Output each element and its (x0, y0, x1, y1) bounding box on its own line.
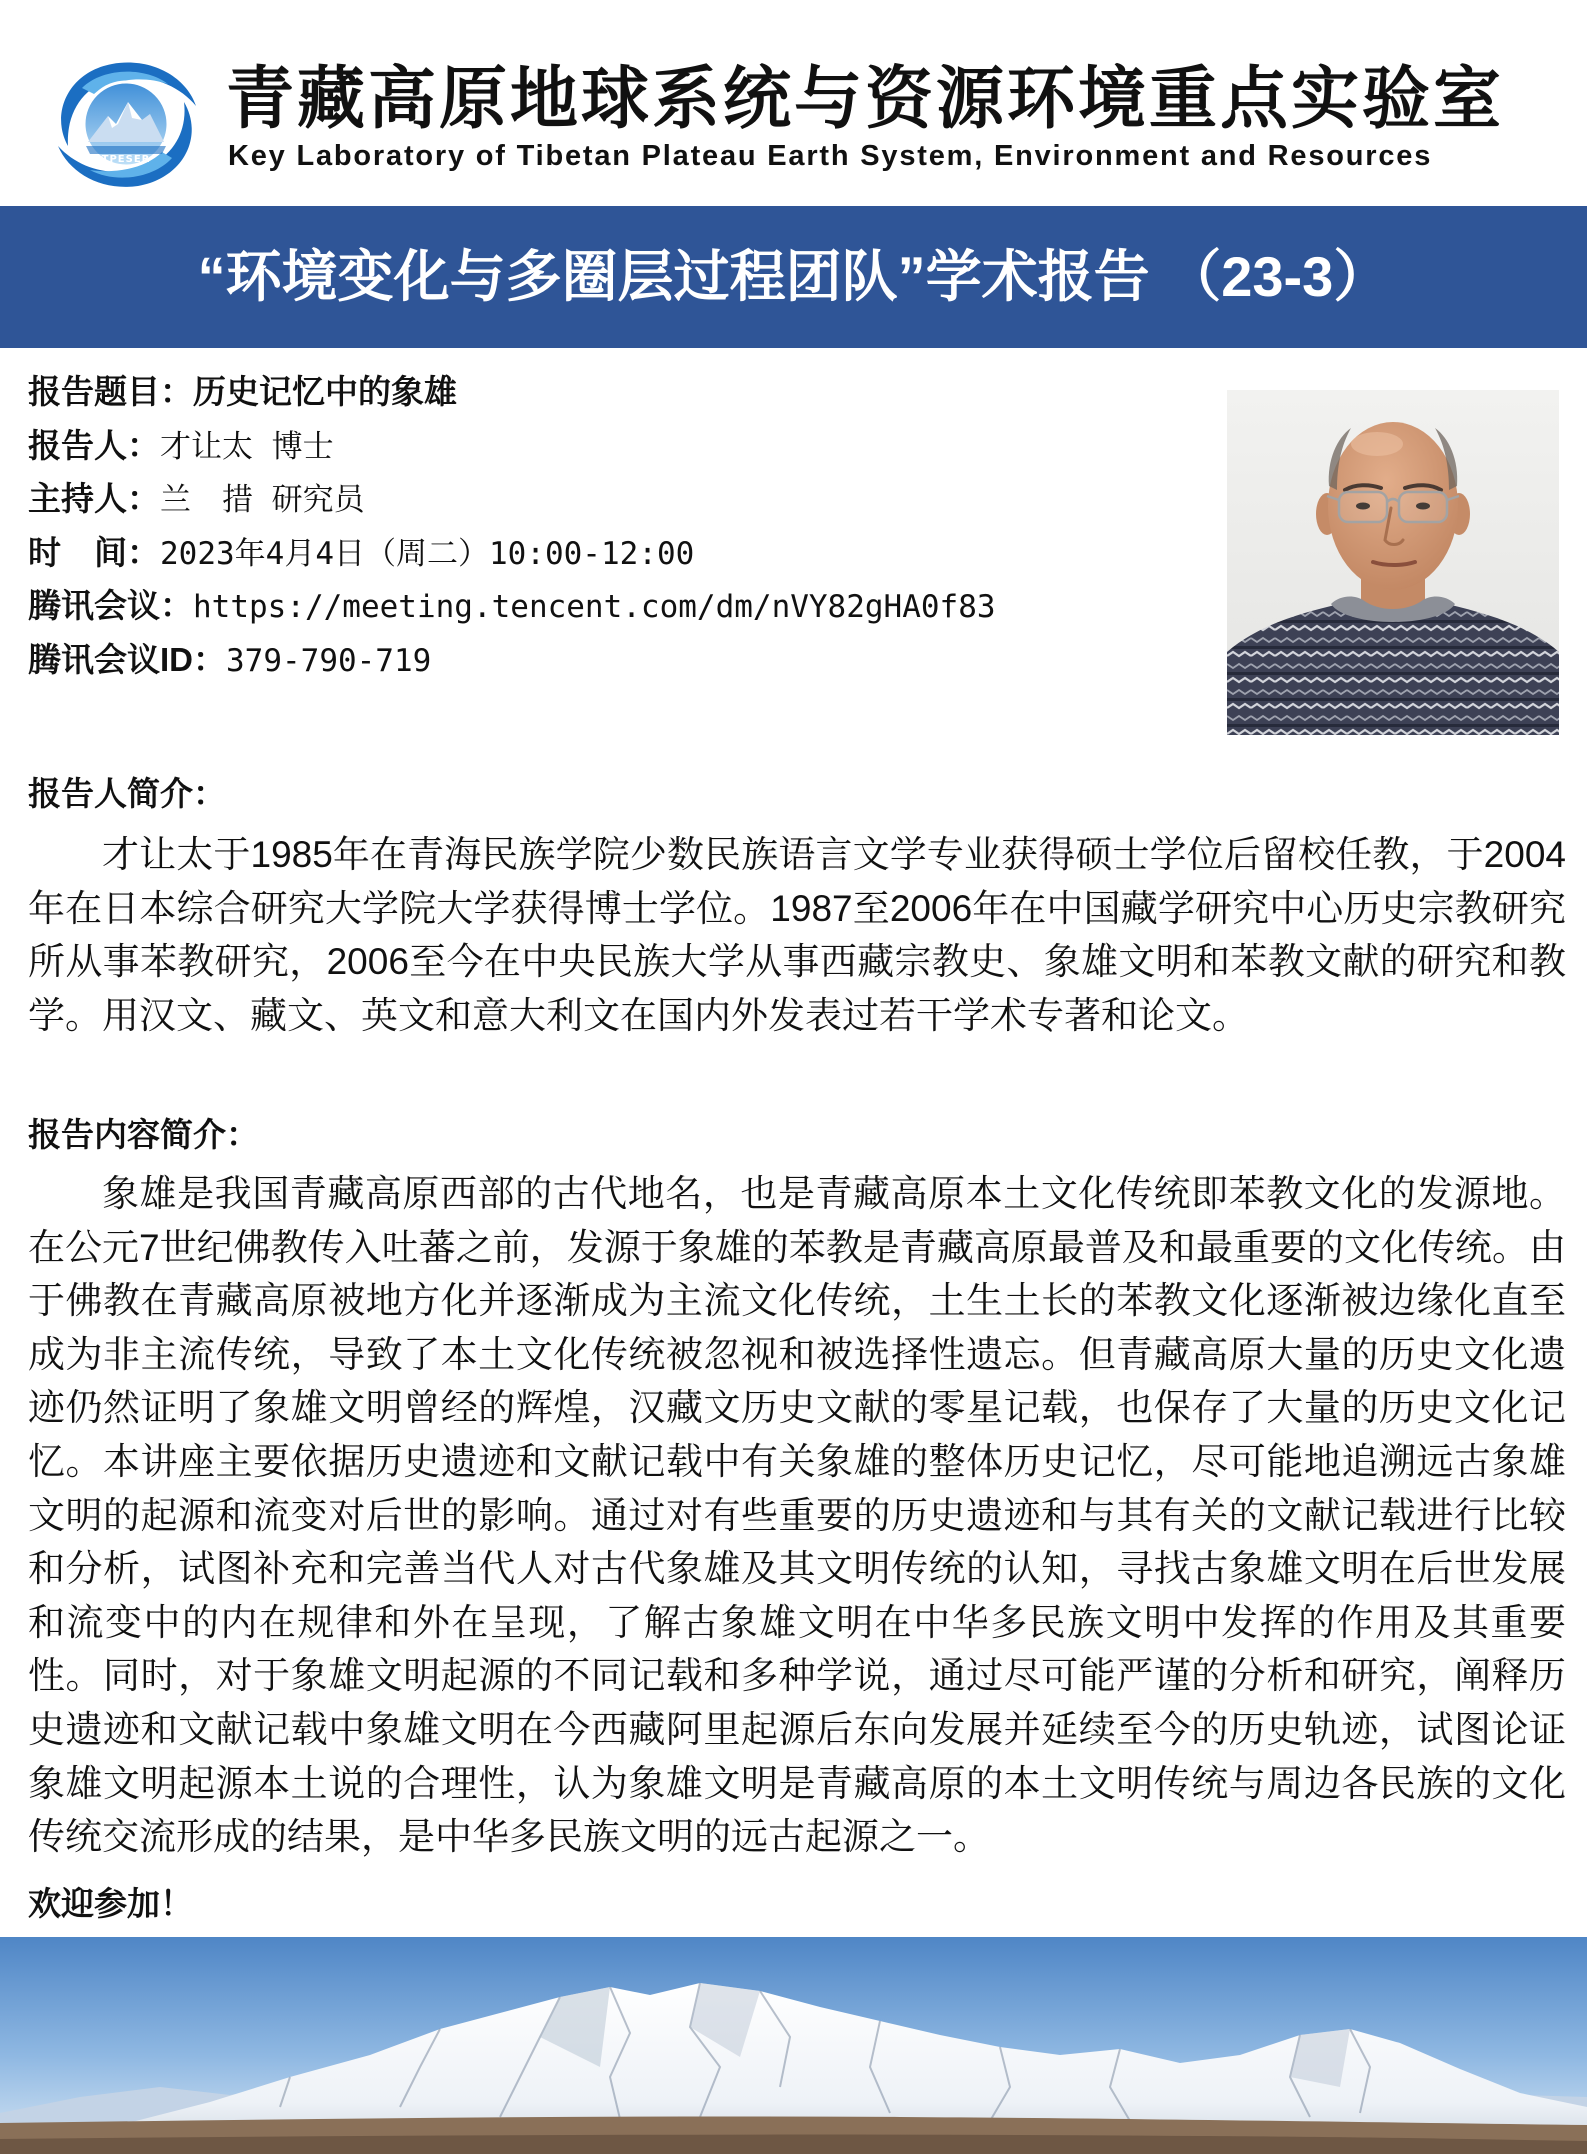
info-label: 报告人： (28, 426, 160, 464)
info-value-host: 兰 措 研究员 (160, 482, 365, 519)
mountain-banner-image (0, 1937, 1587, 2154)
info-row-speaker (28, 419, 1208, 473)
meeting-link[interactable]: https://meeting.tencent.com/dm/nVY82gHA0f83 (193, 589, 996, 626)
info-row-topic (28, 365, 1208, 419)
lab-title-en: Key Laboratory of Tibetan Plateau Earth System, Environment and Resources (228, 140, 1433, 172)
info-label: 时 间： (28, 533, 160, 571)
welcome-text: 欢迎参加！ (28, 1885, 193, 1922)
info-label: 腾讯会议ID： (28, 640, 226, 678)
speaker-photo (1227, 390, 1559, 735)
info-label: 报告题目： (28, 373, 193, 410)
lab-logo (46, 54, 206, 194)
info-row-meeting-id (28, 633, 1208, 687)
info-value-topic: 历史记忆中的象雄 (193, 373, 457, 410)
bio-heading: 报告人简介： (28, 775, 226, 812)
lab-logo-icon (46, 54, 206, 194)
sweater (1227, 604, 1559, 735)
info-row-host (28, 472, 1208, 526)
content-heading: 报告内容简介： (28, 1116, 259, 1153)
info-value-meeting-id: 379-790-719 (226, 642, 432, 679)
info-label: 腾讯会议： (28, 587, 193, 625)
info-label: 主持人： (28, 480, 160, 518)
content-text: 象雄是我国青藏高原西部的古代地名，也是青藏高原本土文化传统即苯教文化的发源地。在公元7世纪佛教传入吐蕃之前，发源于象雄的苯教是青藏高原最普及和最重要的文化传统。由于佛教在青藏高原被地方化并逐渐成为主流文化传统，土生土长的苯教文化逐渐被边缘化直至成为非主流传统，导致了本土文化传统被忽视和被选择性遗忘。但青藏高原大量的历史文化遗迹仍然证明了象雄文明曾经的辉煌，汉藏文历史文献的零星记载，也保存了大量的历史文化记忆。本讲座主要依据历史遗迹和文献记载中有关象雄的整体历史记忆，尽可能地追溯远古象雄文明的起源和流变对后世的影响。通过对有些重要的历史遗迹和与其有关的文献记载进行比较和分析，试图补充和完善当代人对古代象雄及其文明传统的认知，寻找古象雄文明在后世发展和流变中的内在规律和外在呈现，了解古象雄文明在中华多民族文明中发挥的作用及其重要性。同时，对于象雄文明起源的不同记载和多种学说，通过尽可能严谨的分析和研究，阐释历史遗迹和文献记载中象雄文明在今西藏阿里起源后东向发展并延续至今的历史轨迹，试图论证象雄文明起源本土说的合理性，认为象雄文明是青藏高原的本土文明传统与周边各民族的文化传统交流形成的结果，是中华多民族文明的远古起源之一。 (28, 1173, 1566, 1858)
title-banner (0, 206, 1587, 348)
info-value-time: 2023年4月4日（周二）10:00-12:00 (160, 535, 695, 572)
info-row-time (28, 526, 1208, 580)
lab-title-zh: 青藏高原地球系统与资源环境重点实验室 (226, 60, 1505, 139)
snow-mountain-image (0, 1937, 1587, 2154)
logo-lettering: TPESER (101, 154, 151, 165)
banner-title: “环境变化与多圈层过程团队”学术报告 （23-3） (197, 245, 1390, 308)
speaker-portrait (1227, 390, 1559, 735)
info-value-speaker: 才让太 博士 (160, 428, 334, 465)
bio-text: 才让太于1985年在青海民族学院少数民族语言文学专业获得硕士学位后留校任教，于2004年在日本综合研究大学院大学获得博士学位。1987至2006年在中国藏学研究中心历史宗教研究所从事苯教研究，2006至今在中央民族大学从事西藏宗教史、象雄文明和苯教文献的研究和教学。用汉文、藏文、英文和意大利文在国内外发表过若干学术专著和论文。 (28, 834, 1566, 1036)
info-row-meeting-link (28, 579, 1208, 633)
report-info (28, 365, 1208, 687)
